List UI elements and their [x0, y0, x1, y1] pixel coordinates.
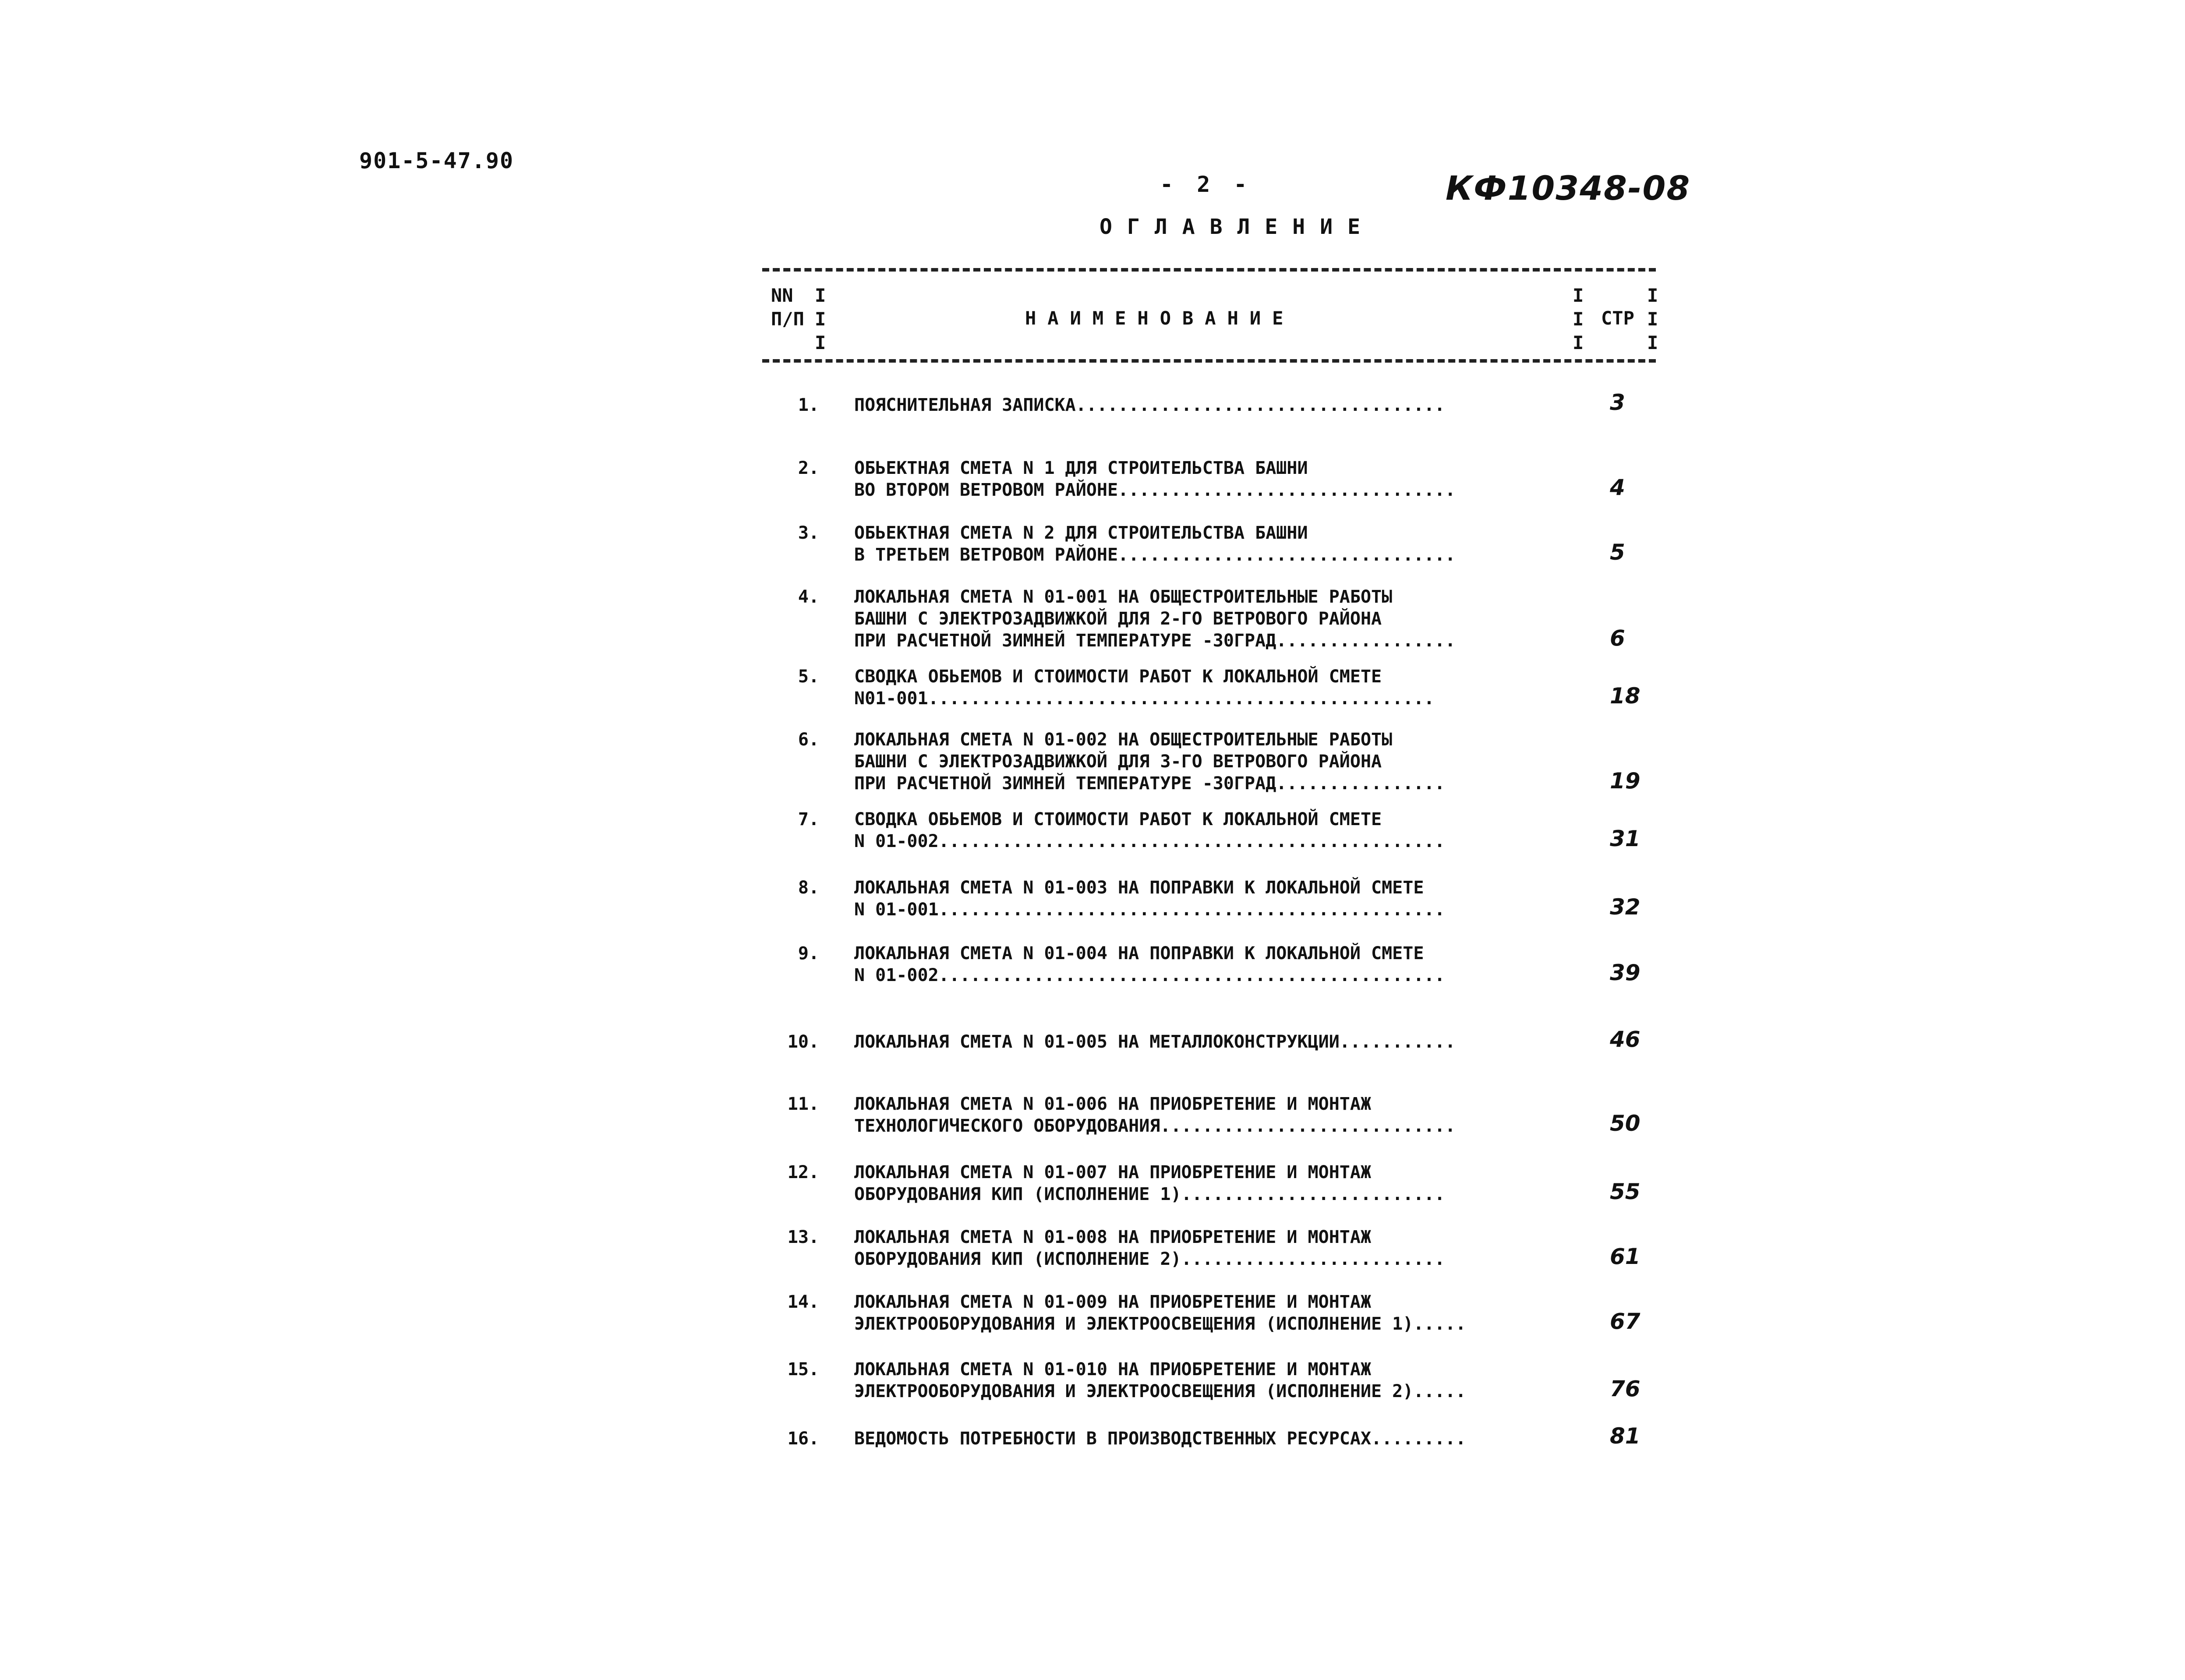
toc-entry-page: 55	[1610, 1179, 1641, 1204]
toc-entry-text-line: N 01-001................................................	[854, 900, 1445, 920]
toc-entry-text-line: ПОЯСНИТЕЛЬНАЯ ЗАПИСКА...................................	[854, 395, 1445, 415]
toc-entry-text-line: ТЕХНОЛОГИЧЕСКОГО ОБОРУДОВАНИЯ............................	[854, 1116, 1456, 1136]
toc-entry-number: 2.	[798, 458, 819, 478]
toc-entry-page: 6	[1610, 625, 1625, 651]
toc-entry-text-line: СВОДКА ОБЬЕМОВ И СТОИМОСТИ РАБОТ К ЛОКАЛЬНОЙ СМЕТЕ	[854, 809, 1382, 829]
toc-entry-page: 19	[1610, 768, 1641, 794]
toc-entry-number: 7.	[798, 809, 819, 829]
toc-entry-text-line: ЛОКАЛЬНАЯ СМЕТА N 01-003 НА ПОПРАВКИ К ЛОКАЛЬНОЙ СМЕТЕ	[854, 878, 1424, 898]
toc-entry-number: 10.	[787, 1032, 819, 1052]
toc-entry-text-line: БАШНИ С ЭЛЕКТРОЗАДВИЖКОЙ ДЛЯ 2-ГО ВЕТРОВОГО РАЙОНА	[854, 609, 1382, 629]
project-code: КФ10348-08	[1446, 169, 1691, 208]
toc-entry-text-line: БАШНИ С ЭЛЕКТРОЗАДВИЖКОЙ ДЛЯ 3-ГО ВЕТРОВОГО РАЙОНА	[854, 752, 1382, 772]
column-separator: I I I	[815, 285, 826, 353]
toc-entry-text-line: ПРИ РАСЧЕТНОЙ ЗИМНЕЙ ТЕМПЕРАТУРЕ -30ГРАД.................	[854, 631, 1456, 651]
toc-entry-number: 16.	[787, 1429, 819, 1449]
toc-entry-text-line: ЛОКАЛЬНАЯ СМЕТА N 01-009 НА ПРИОБРЕТЕНИЕ И МОНТАЖ	[854, 1292, 1372, 1312]
toc-entry-number: 15.	[787, 1359, 819, 1380]
toc-entry-page: 81	[1610, 1423, 1641, 1449]
column-separator: I I I	[1573, 285, 1584, 353]
toc-entry-number: 11.	[787, 1094, 819, 1114]
toc-entry-text-line: ЛОКАЛЬНАЯ СМЕТА N 01-010 НА ПРИОБРЕТЕНИЕ И МОНТАЖ	[854, 1359, 1372, 1380]
toc-entry-page: 4	[1610, 475, 1625, 500]
column-separator: I I I	[1647, 285, 1658, 353]
toc-entry-text-line: ЛОКАЛЬНАЯ СМЕТА N 01-002 НА ОБЩЕСТРОИТЕЛЬНЫЕ РАБОТЫ	[854, 730, 1393, 750]
toc-entry-number: 3.	[798, 523, 819, 543]
toc-entry-page: 50	[1610, 1111, 1641, 1136]
toc-entry-page: 67	[1610, 1309, 1641, 1334]
column-header-number: NN П/П	[771, 285, 804, 330]
column-header-name: НАИМЕНОВАНИЕ	[1025, 307, 1295, 329]
toc-entry-text-line: ЛОКАЛЬНАЯ СМЕТА N 01-005 НА МЕТАЛЛОКОНСТРУКЦИИ...........	[854, 1032, 1456, 1052]
toc-entry-number: 12.	[787, 1162, 819, 1182]
toc-entry-page: 39	[1610, 960, 1641, 985]
toc-entry-number: 14.	[787, 1292, 819, 1312]
toc-entry-number: 4.	[798, 587, 819, 607]
toc-entry-text-line: ЛОКАЛЬНАЯ СМЕТА N 01-007 НА ПРИОБРЕТЕНИЕ И МОНТАЖ	[854, 1162, 1372, 1182]
toc-entry-text-line: ПРИ РАСЧЕТНОЙ ЗИМНЕЙ ТЕМПЕРАТУРЕ -30ГРАД................	[854, 773, 1445, 794]
toc-entry-text-line: В ТРЕТЬЕМ ВЕТРОВОМ РАЙОНЕ................................	[854, 545, 1456, 565]
toc-entry-text-line: ЛОКАЛЬНАЯ СМЕТА N 01-001 НА ОБЩЕСТРОИТЕЛЬНЫЕ РАБОТЫ	[854, 587, 1393, 607]
toc-entry-text-line: ЛОКАЛЬНАЯ СМЕТА N 01-008 НА ПРИОБРЕТЕНИЕ И МОНТАЖ	[854, 1227, 1372, 1247]
toc-entry-number: 8.	[798, 878, 819, 898]
toc-entry-text-line: ВО ВТОРОМ ВЕТРОВОМ РАЙОНЕ................................	[854, 480, 1456, 500]
toc-entry-page: 31	[1610, 826, 1641, 851]
toc-entry-page: 3	[1610, 390, 1625, 415]
toc-entry-text-line: ЛОКАЛЬНАЯ СМЕТА N 01-004 НА ПОПРАВКИ К ЛОКАЛЬНОЙ СМЕТЕ	[854, 943, 1424, 964]
column-header-page: СТР	[1601, 307, 1634, 329]
page-number: - 2 -	[1160, 172, 1252, 197]
toc-entry-number: 6.	[798, 730, 819, 750]
table-top-rule	[762, 268, 1656, 272]
toc-entry-text-line: ОБЬЕКТНАЯ СМЕТА N 2 ДЛЯ СТРОИТЕЛЬСТВА БАШНИ	[854, 523, 1308, 543]
toc-entry-text-line: N01-001................................................	[854, 688, 1435, 709]
toc-entry-text-line: ЛОКАЛЬНАЯ СМЕТА N 01-006 НА ПРИОБРЕТЕНИЕ И МОНТАЖ	[854, 1094, 1372, 1114]
toc-entry-page: 18	[1610, 683, 1641, 709]
toc-entry-text-line: ОБОРУДОВАНИЯ КИП (ИСПОЛНЕНИЕ 2).........................	[854, 1249, 1445, 1269]
table-header-bottom-rule	[762, 359, 1656, 363]
toc-entry-text-line: ВЕДОМОСТЬ ПОТРЕБНОСТИ В ПРОИЗВОДСТВЕННЫХ РЕСУРСАХ.........	[854, 1429, 1466, 1449]
toc-entry-number: 9.	[798, 943, 819, 964]
toc-entry-page: 61	[1610, 1244, 1641, 1269]
toc-entry-page: 76	[1610, 1376, 1641, 1401]
toc-entry-text-line: ОБОРУДОВАНИЯ КИП (ИСПОЛНЕНИЕ 1).........................	[854, 1184, 1445, 1204]
toc-entry-number: 5.	[798, 667, 819, 687]
toc-entry-page: 5	[1610, 540, 1625, 565]
table-header	[771, 280, 1673, 353]
toc-entry-page: 46	[1610, 1027, 1641, 1052]
toc-entry-text-line: ОБЬЕКТНАЯ СМЕТА N 1 ДЛЯ СТРОИТЕЛЬСТВА БАШНИ	[854, 458, 1308, 478]
document-code: 901-5-47.90	[359, 148, 514, 173]
toc-entry-number: 13.	[787, 1227, 819, 1247]
toc-entry-number: 1.	[798, 395, 819, 415]
toc-entry-text-line: ЭЛЕКТРООБОРУДОВАНИЯ И ЭЛЕКТРООСВЕЩЕНИЯ (ИСПОЛНЕНИЕ 1).....	[854, 1314, 1466, 1334]
toc-title: ОГЛАВЛЕНИЕ	[1100, 215, 1375, 239]
toc-entry-text-line: ЭЛЕКТРООБОРУДОВАНИЯ И ЭЛЕКТРООСВЕЩЕНИЯ (ИСПОЛНЕНИЕ 2).....	[854, 1381, 1466, 1401]
toc-entry-text-line: N 01-002................................................	[854, 831, 1445, 851]
toc-entry-page: 32	[1610, 894, 1641, 920]
toc-entry-text-line: СВОДКА ОБЬЕМОВ И СТОИМОСТИ РАБОТ К ЛОКАЛЬНОЙ СМЕТЕ	[854, 667, 1382, 687]
toc-entry-text-line: N 01-002................................................	[854, 965, 1445, 985]
